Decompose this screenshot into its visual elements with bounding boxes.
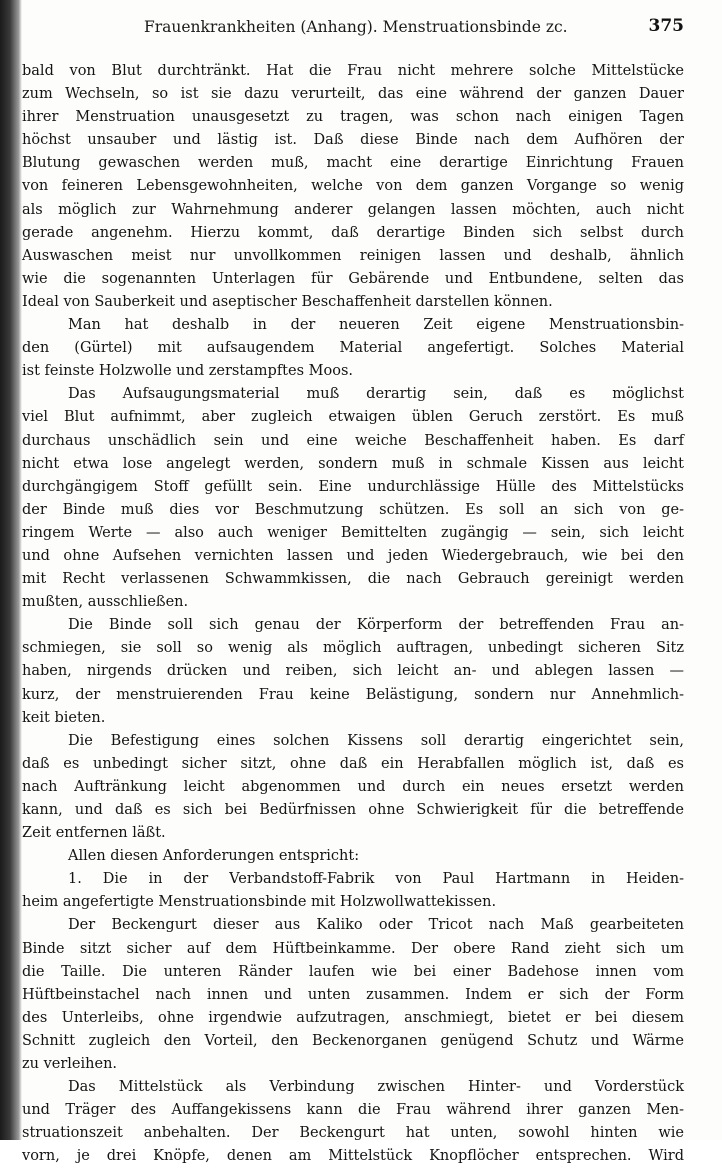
text-line: von feineren Lebensgewohnheiten, welche von dem ganzen Vorgange so wenig [22,178,684,195]
text-line: heim angefertigte Menstruationsbinde mit Holzwollwattekissen. [22,894,497,911]
text-line: Auswaschen meist nur unvollkommen reinigen lassen und deshalb, ähnlich [22,247,684,264]
text-line: Zeit entfernen läßt. [22,825,166,842]
text-line: Schnitt zugleich den Vorteil, den Beckenorganen genügend Schutz und Wärme [22,1032,684,1049]
text-line: und Träger des Auffangekissens kann die Frau während ihrer ganzen Men- [22,1102,684,1119]
text-line: Die Binde soll sich genau der Körperform der betreffenden Frau an- [68,617,684,634]
text-line: 1. Die in der Verbandstoff-Fabrik von Paul Hartmann in Heiden- [68,871,684,888]
text-line: die Taille. Die unteren Ränder laufen wie bei einer Badehose innen vom [22,963,684,980]
text-line: kann, und daß es sich bei Bedürfnissen ohne Schwierigkeit für die betreffende [22,802,684,818]
running-header: Frauenkrankheiten (Anhang). Menstruationsbinde zc. [144,18,568,36]
text-line: struationszeit anbehalten. Der Beckengurt hat unten, sowohl hinten wie [22,1125,684,1142]
text-line: vorn, je drei Knöpfe, denen am Mittelstück Knopflöcher entsprechen. Wird [22,1148,684,1165]
text-line: und ohne Aufsehen vernichten lassen und jeden Wiedergebrauch, wie bei den [22,547,684,564]
text-line: ihrer Menstruation unausgesetzt zu tragen, was schon nach einigen Tagen [22,109,684,126]
text-line: Das Mittelstück als Verbindung zwischen Hinter- und Vorderstück [68,1079,684,1096]
text-line: durchaus unschädlich sein und eine weiche Beschaffenheit haben. Es darf [22,432,684,449]
text-line: bald von Blut durchtränkt. Hat die Frau nicht mehrere solche Mittelstücke [22,63,684,79]
text-line: zu verleihen. [22,1056,118,1073]
text-line: Hüftbeinstachel nach innen und unten zusammen. Indem er sich der Form [22,986,684,1003]
body-text [22,60,684,1169]
text-line: Allen diesen Anforderungen entspricht: [68,848,360,865]
text-line: Man hat deshalb in der neueren Zeit eigene Menstruationsbin- [68,317,684,334]
text-line: Das Aufsaugungsmaterial muß derartig sein, daß es möglichst [68,386,684,403]
text-line: daß es unbedingt sicher sitzt, ohne daß ein Herabfallen möglich ist, daß es [22,755,684,772]
text-line: als möglich zur Wahrnehmung anderer gelangen lassen möchten, auch nicht [22,201,684,218]
text-line: haben, nirgends drücken und reiben, sich leicht an- und ablegen lassen — [22,663,684,680]
text-line: Der Beckengurt dieser aus Kaliko oder Tricot nach Maß gearbeiteten [68,917,684,934]
text-line: Die Befestigung eines solchen Kissens soll derartig eingerichtet sein, [68,732,684,749]
text-line: nach Auftränkung leicht abgenommen und durch ein neues ersetzt werden [22,778,684,795]
text-line: Binde sitzt sicher auf dem Hüftbeinkamme. Der obere Rand zieht sich um [22,940,684,957]
text-line: ringem Werte — also auch weniger Bemittelten zugängig — sein, sich leicht [22,524,684,541]
text-line: ist feinste Holzwolle und zerstampftes Moos. [22,363,354,380]
text-line: den (Gürtel) mit aufsaugendem Material angefertigt. Solches Material [22,340,684,357]
text-line: durchgängigem Stoff gefüllt sein. Eine undurchlässige Hülle des Mittelstücks [22,478,684,495]
text-line: keit bieten. [22,709,106,726]
text-line: kurz, der menstruierenden Frau keine Belästigung, sondern nur Annehmlich- [22,686,684,703]
text-line: gerade angenehm. Hierzu kommt, daß derartige Binden sich selbst durch [22,224,684,241]
book-gutter-shadow [0,0,22,1140]
page-number: 375 [648,16,684,36]
text-line: nicht etwa lose angelegt werden, sondern muß in schmale Kissen aus leicht [22,455,684,472]
text-line: höchst unsauber und lästig ist. Daß diese Binde nach dem Aufhören der [22,132,684,149]
text-line: zum Wechseln, so ist sie dazu verurteilt, das eine während der ganzen Dauer [22,86,684,103]
text-line: Blutung gewaschen werden muß, macht eine derartige Einrichtung Frauen [22,155,684,172]
text-line: wie die sogenannten Unterlagen für Gebärende und Entbundene, selten das [22,270,684,287]
text-line: mit Recht verlassenen Schwammkissen, die nach Gebrauch gereinigt werden [22,571,684,588]
text-line: des Unterleibs, ohne irgendwie aufzutragen, anschmiegt, bietet er bei diesem [22,1009,684,1026]
text-line: mußten, ausschließen. [22,594,189,611]
text-line: schmiegen, sie soll so wenig als möglich auftragen, unbedingt sicheren Sitz [22,640,684,657]
text-line: viel Blut aufnimmt, aber zugleich etwaigen üblen Geruch zerstört. Es muß [22,409,684,426]
text-line: Ideal von Sauberkeit und aseptischer Beschaffenheit darstellen können. [22,293,553,310]
text-line: der Binde muß dies vor Beschmutzung schützen. Es soll an sich von ge- [22,501,684,518]
